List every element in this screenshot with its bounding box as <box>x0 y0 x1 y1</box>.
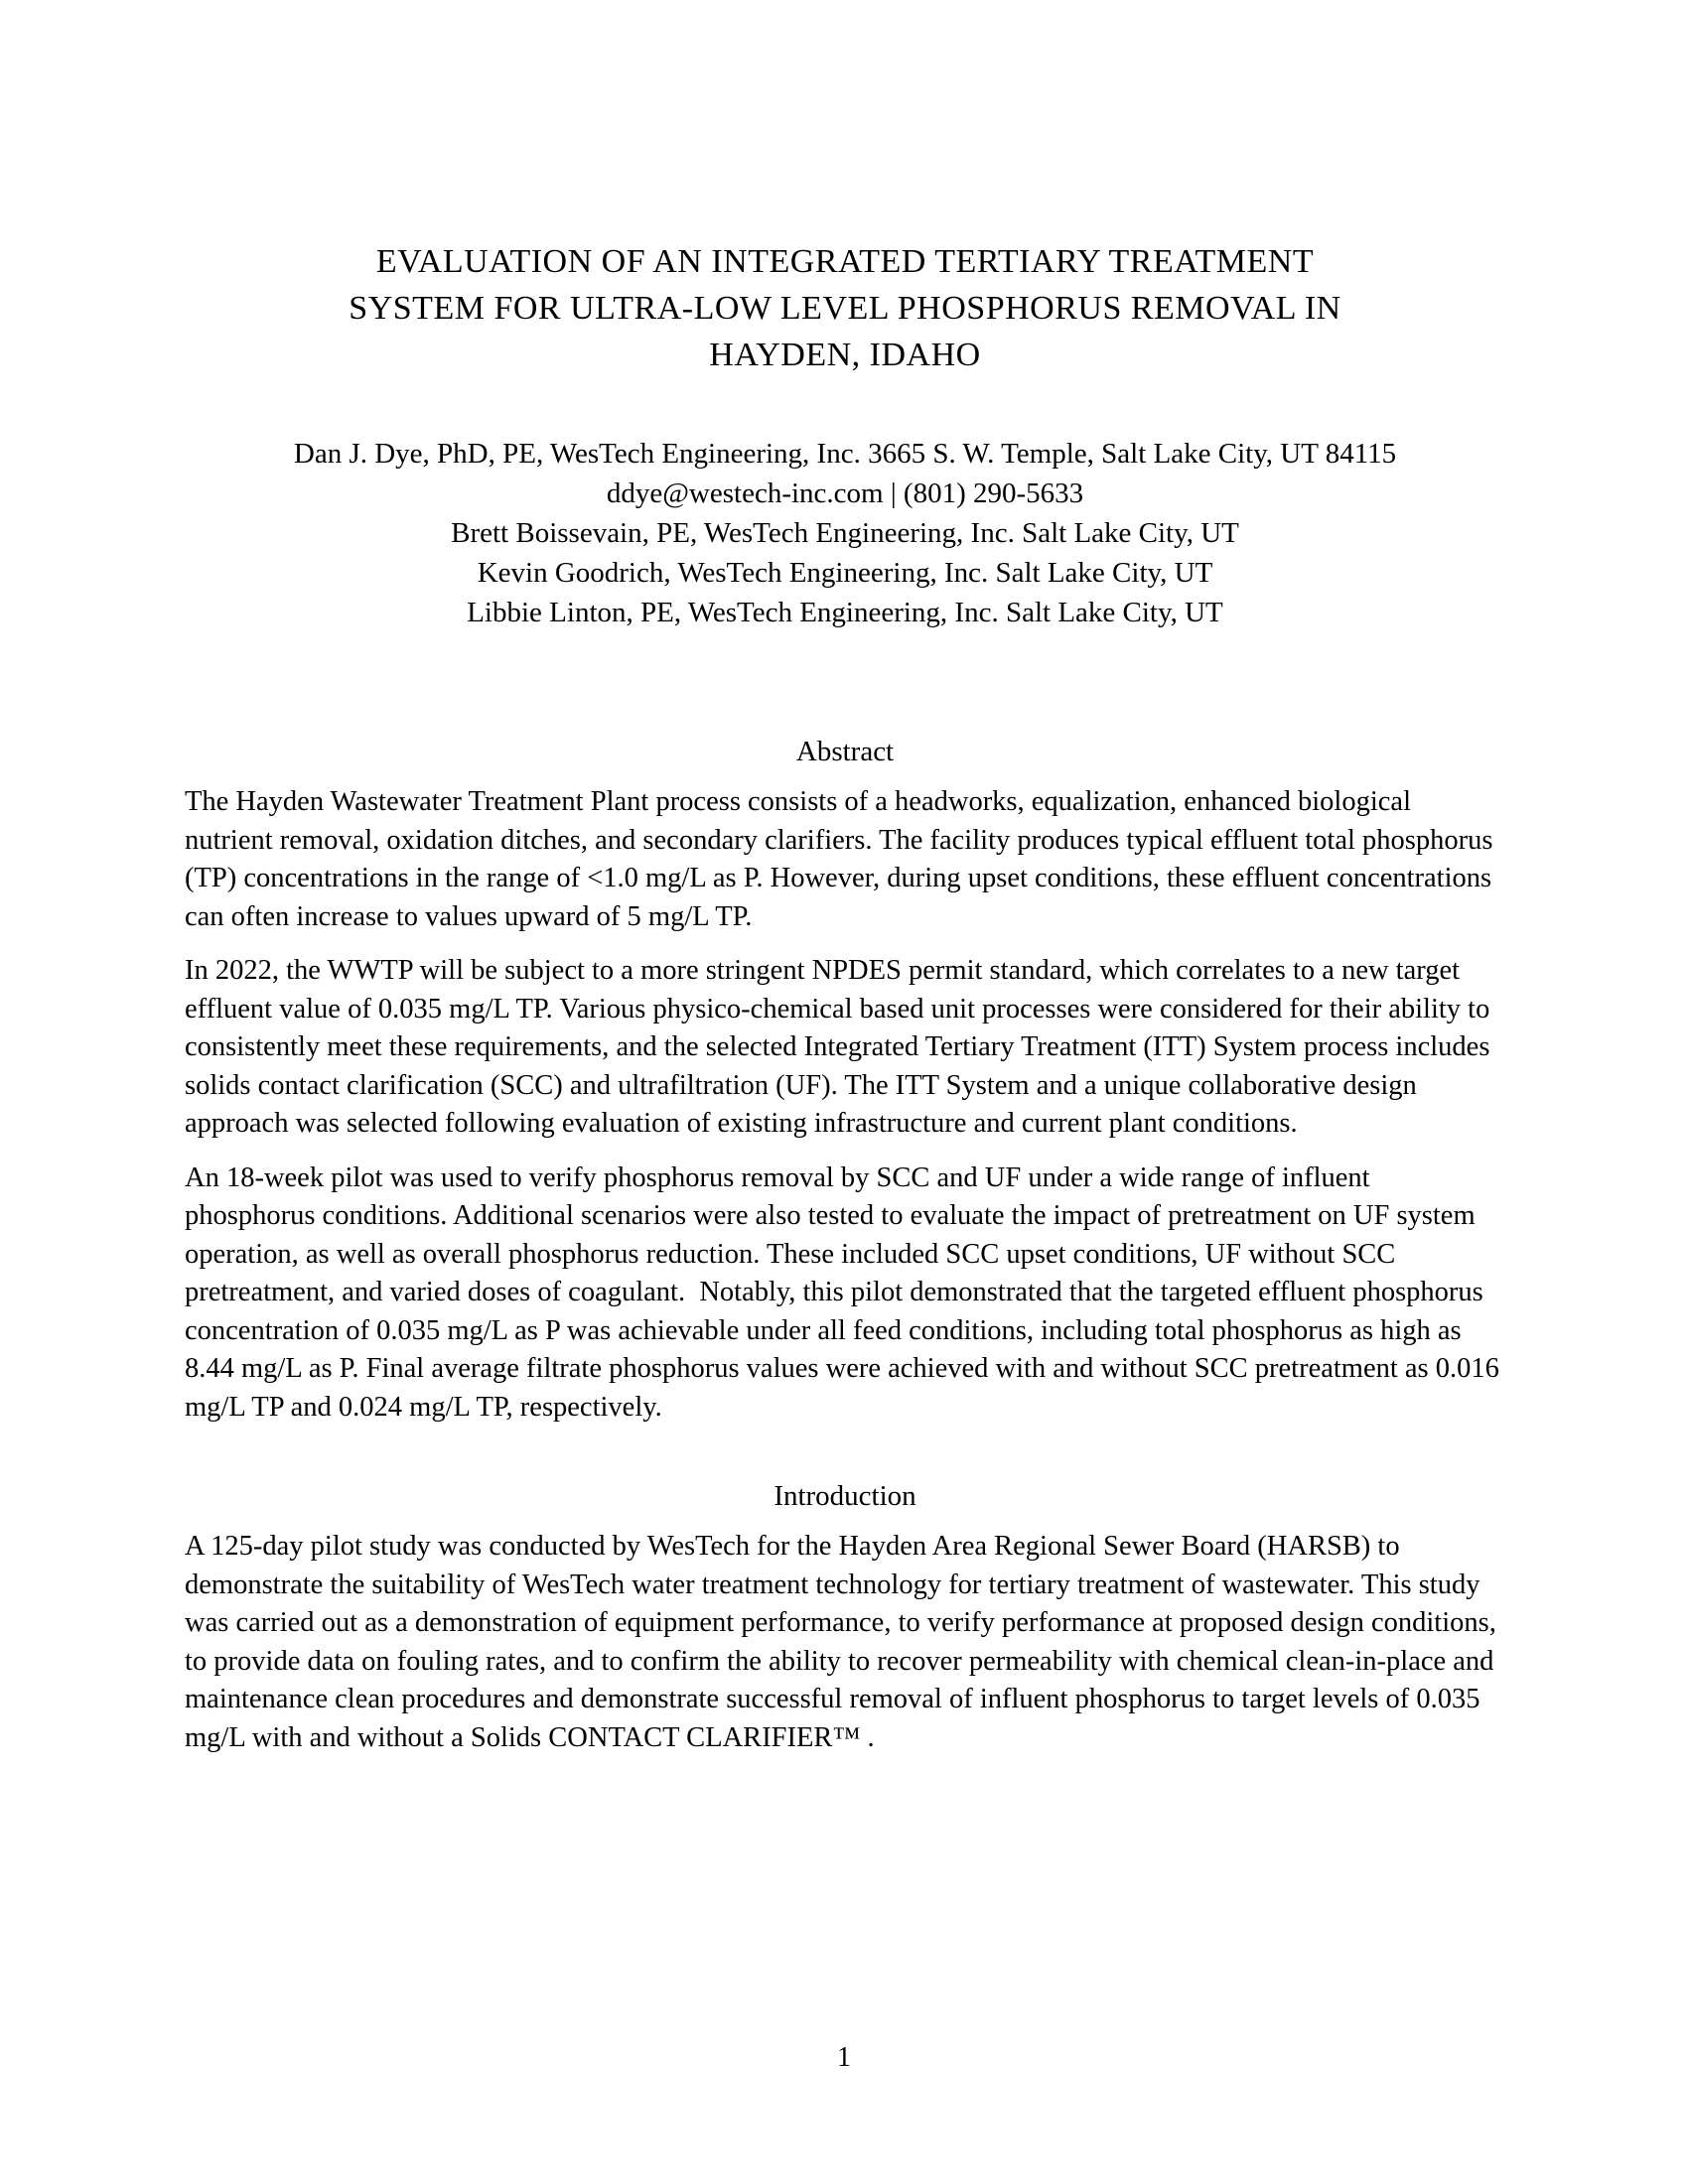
author-line-3: Kevin Goodrich, WesTech Engineering, Inc. Salt Lake City, UT <box>477 557 1213 589</box>
author-block <box>185 434 1505 632</box>
section-introduction <box>185 1476 1505 1757</box>
document-content <box>185 0 1505 1757</box>
abstract-paragraph-2: In 2022, the WWTP will be subject to a more stringent NPDES permit standard, which correlates to a new target effluent value of 0.035 mg/L TP. Various physico-chemical based unit processes were considered for their ability to consistently meet these requirements, and the selected Integrated Tertiary Treatment (ITT) System process includes solids contact clarification (SCC) and ultrafiltration (UF). The ITT System and a unique collaborative design approach was selected following evaluation of existing infrastructure and current plant conditions. <box>185 955 1497 1139</box>
author-line-4: Libbie Linton, PE, WesTech Engineering, Inc. Salt Lake City, UT <box>467 597 1223 628</box>
abstract-paragraph-3: An 18-week pilot was used to verify phosphorus removal by SCC and UF under a wide range of influent phosphorus conditions. Additional scenarios were also tested to evaluate the impact of pretreatment on UF system operation, as well as overall phosphorus reduction. These included SCC upset conditions, UF without SCC pretreatment, and varied doses of coagulant. Notably, this pilot demonstrated that the targeted effluent phosphorus concentration of 0.035 mg/L as P was achievable under all feed conditions, including total phosphorus as high as 8.44 mg/L as P. Final average filtrate phosphorus values were achieved with and without SCC pretreatment as 0.016 mg/L TP and 0.024 mg/L TP, respectively. <box>185 1161 1507 1423</box>
paper-title-line-3: HAYDEN, IDAHO <box>709 337 981 373</box>
author-line-2: Brett Boissevain, PE, WesTech Engineering, Inc. Salt Lake City, UT <box>451 517 1239 549</box>
introduction-heading: Introduction <box>774 1480 916 1512</box>
author-contact-line: ddye@westech-inc.com | (801) 290-5633 <box>606 478 1084 509</box>
author-line-1: Dan J. Dye, PhD, PE, WesTech Engineering, Inc. 3665 S. W. Temple, Salt Lake City, UT 84115 <box>293 438 1397 470</box>
introduction-paragraph-1: A 125-day pilot study was conducted by WesTech for the Hayden Area Regional Sewer Board (HARSB) to demonstrate the suitability of WesTech water treatment technology for tertiary treatment of wastewater. This study was carried out as a demonstration of equipment performance, to verify performance at proposed design conditions, to provide data on fouling rates, and to confirm the ability to recover permeability with chemical clean-in-place and maintenance clean procedures and demonstrate successful removal of influent phosphorus to target levels of 0.035 mg/L with and without a Solids CONTACT CLARIFIER™ . <box>185 1531 1503 1753</box>
paper-title-line-2: SYSTEM FOR ULTRA-LOW LEVEL PHOSPHORUS REMOVAL IN <box>349 290 1341 327</box>
abstract-heading: Abstract <box>795 736 895 767</box>
abstract-paragraph-1: The Hayden Wastewater Treatment Plant process consists of a headworks, equalization, enhanced biological nutrient removal, oxidation ditches, and secondary clarifiers. The facility produces typical effluent total phosphorus (TP) concentrations in the range of <1.0 mg/L as P. However, during upset conditions, these effluent concentrations can often increase to values upward of 5 mg/L TP. <box>185 786 1500 932</box>
paper-title <box>185 238 1505 378</box>
page-number: 1 <box>837 2042 851 2073</box>
section-abstract <box>185 732 1505 1427</box>
paper-title-line-1: EVALUATION OF AN INTEGRATED TERTIARY TREATMENT <box>375 243 1315 280</box>
